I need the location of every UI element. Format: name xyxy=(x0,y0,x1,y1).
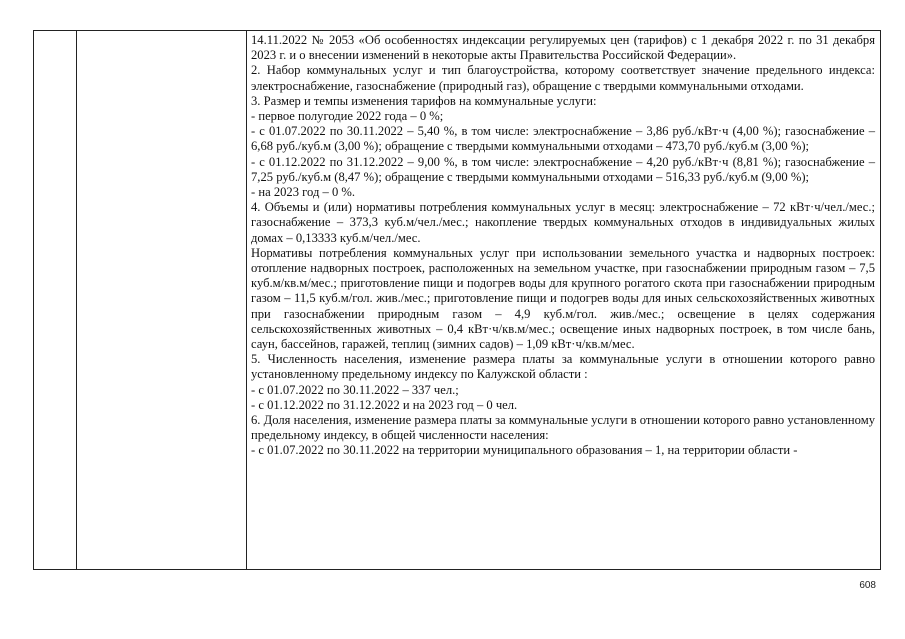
paragraph: 5. Численность населения, изменение размера платы за коммунальные услуги в отношении которого равно установленному предельному индексу по Калужской области : xyxy=(251,352,875,382)
table-cell-text xyxy=(251,33,875,459)
paragraph: - с 01.12.2022 по 31.12.2022 и на 2023 год – 0 чел. xyxy=(251,397,518,412)
table-column-divider xyxy=(76,31,77,569)
paragraph: - на 2023 год – 0 %. xyxy=(251,185,356,200)
document-table xyxy=(33,30,881,570)
paragraph: - первое полугодие 2022 года – 0 %; xyxy=(251,109,444,124)
paragraph: 3. Размер и темпы изменения тарифов на коммунальные услуги: xyxy=(251,93,597,108)
paragraph: - с 01.07.2022 по 30.11.2022 на территории муниципального образования – 1, на территории области - xyxy=(251,443,798,458)
paragraph: - с 01.07.2022 по 30.11.2022 – 5,40 %, в том числе: электроснабжение – 3,86 руб./кВт·ч (4,00 %); газоснабжение – 6,68 руб./куб.м (3,00 %); обращение с твердыми коммунальными отходами – 473,70 руб./куб.м (3,00 %); xyxy=(251,124,875,154)
page-number: 608 xyxy=(859,580,876,591)
paragraph: 14.11.2022 № 2053 «Об особенностях индексации регулируемых цен (тарифов) с 1 декабря 2022 г. по 31 декабря 2023 г. и о внесении изменений в некоторые акты Правительства Российской Федерации». xyxy=(251,33,875,63)
paragraph: 2. Набор коммунальных услуг и тип благоустройства, которому соответствует значение предельного индекса: электроснабжение, газоснабжение (природный газ), обращение с твердыми коммунальными отходами. xyxy=(251,63,875,93)
paragraph: 6. Доля населения, изменение размера платы за коммунальные услуги в отношении которого равно установленному предельному индексу, в общей численности населения: xyxy=(251,413,875,443)
paragraph: - с 01.12.2022 по 31.12.2022 – 9,00 %, в том числе: электроснабжение – 4,20 руб./кВт·ч (8,81 %); газоснабжение – 7,25 руб./куб.м (8,47 %); обращение с твердыми коммунальными отходами – 516,33 руб./куб.м (9,00 %); xyxy=(251,154,875,184)
paragraph: 4. Объемы и (или) нормативы потребления коммунальных услуг в месяц: электроснабжение – 72 кВт·ч/чел./мес.; газоснабжение – 373,3 куб.м/чел./мес.; накопление твердых коммунальных отходов в индивидуальных жилых домах – 0,13333 куб.м/чел./мес. xyxy=(251,200,875,245)
paragraph: - с 01.07.2022 по 30.11.2022 – 337 чел.; xyxy=(251,382,459,397)
table-column-divider xyxy=(246,31,247,569)
paragraph: Нормативы потребления коммунальных услуг при использовании земельного участка и надворных построек: отопление надворных построек, расположенных на земельном участке, при газоснабжении природным газом – 7,5 куб.м/кв.м/мес.; приготовление пищи и подогрев воды для крупного рогатого скота при газоснабжении природным газом – 11,5 куб.м/гол. жив./мес.; приготовление пищи и подогрев воды для иных сельскохозяйственных животных при газоснабжении природным газом – 4,9 куб.м/гол. жив./мес.; освещение в целях содержания сельскохозяйственных животных – 0,4 кВт·ч/кв.м/мес.; освещение иных надворных построек, в том числе бань, саун, бассейнов, гаражей, теплиц (зимних садов) – 1,09 кВт·ч/кв.м/мес. xyxy=(251,245,875,352)
